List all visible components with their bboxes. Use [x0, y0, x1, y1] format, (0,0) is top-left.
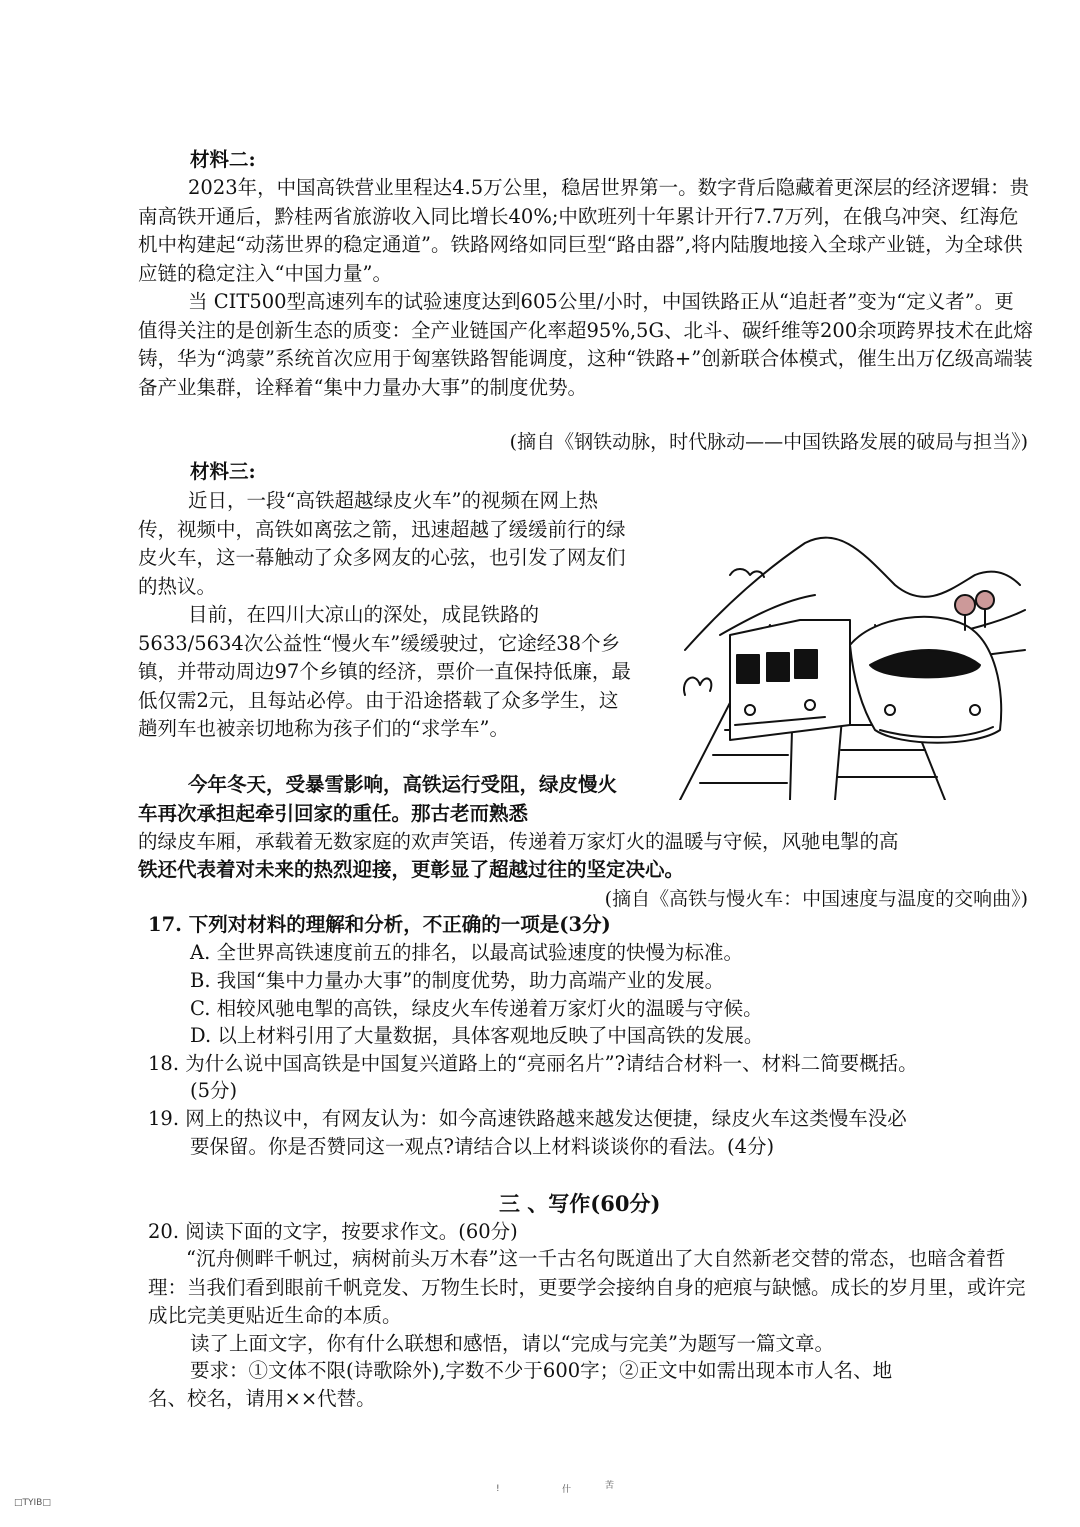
q17-option-d: D. 以上材料引用了大量数据，具体客观地反映了中国高铁的发展。: [190, 1024, 764, 1047]
material2-para1: 2023年，中国高铁营业里程达4.5万公里，稳居世界第一。数字背后隐藏着更深层的经济逻辑：贵南高铁开通后，黔桂两省旅游收入同比增长40%;中欧班列十年累计开行7.7万列，在俄乌冲突、红海危机中构建起“动荡世界的稳定通道”。铁路网络如同巨型“路由器”,将内陆腹地接入全球产业链，为全球供应链的稳定注入“中国力量”。: [138, 176, 1030, 285]
train-illustration: [675, 515, 1030, 800]
q17-option-a: A. 全世界高铁速度前五的排名，以最高试验速度的快慢为标准。: [190, 941, 743, 964]
material2-para2: 当 CIT500型高速列车的试验速度达到605公里/小时，中国铁路正从“追赶者”变为“定义者”。更值得关注的是创新生态的质变：全产业链国产化率超95%,5G、北斗、碳纤维等200余项跨界技术在此熔铸，华为“鸿蒙”系统首次应用于匈塞铁路智能调度，这种“铁路+”创新联合体模式，催生出万亿级高端装备产业集群，诠释着“集中力量办大事”的制度优势。: [138, 290, 1033, 399]
material3-para1: 近日，一段“高铁超越绿皮火车”的视频在网上热传，视频中，高铁如离弦之箭，迅速超越了缓缓前行的绿皮火车，这一幕触动了众多网友的心弦，也引发了网友们的热议。: [138, 489, 626, 598]
writing-prompt-para2: 读了上面文字，你有什么联想和感悟，请以“完成与完美”为题写一篇文章。: [190, 1332, 834, 1355]
material2-source: (摘自《钢铁动脉，时代脉动——中国铁路发展的破局与担当》): [509, 431, 1028, 453]
material3-para3-plain: 的绿皮车厢，承载着无数家庭的欢声笑语，传递着万家灯火的温暖与守候，风驰电掣的高: [138, 830, 899, 853]
material3-heading: 材料三:: [190, 460, 256, 483]
writing-requirements-line2: 名、校名，请用××代替。: [148, 1387, 376, 1410]
q17-option-b: B. 我国“集中力量办大事”的制度优势，助力高端产业的发展。: [190, 969, 725, 992]
material3-para3-bold-a: 今年冬天，受暴雪影响，高铁运行受阻，绿皮慢火车再次承担起牵引回家的重任。那古老而熟悉: [138, 773, 618, 825]
material2-heading: 材料二:: [190, 148, 256, 171]
q17-option-c: C. 相较风驰电掣的高铁，绿皮火车传递着万家灯火的温暖与守候。: [190, 997, 763, 1020]
q18-line2: (5分): [190, 1079, 238, 1102]
q18-line1: 18. 为什么说中国高铁是中国复兴道路上的“亮丽名片”?请结合材料一、材料二简要概括。: [148, 1052, 918, 1075]
footer-mark-2: 什: [562, 1485, 572, 1495]
material3-para3-bold-b: 铁还代表着对未来的热烈迎接，更彰显了超越过往的坚定决心。: [138, 858, 685, 881]
q19-line2: 要保留。你是否赞同这一观点?请结合以上材料谈谈你的看法。(4分): [190, 1135, 775, 1158]
footer-mark-1: !: [496, 1484, 500, 1494]
writing-section-title: 三 、写作(60分): [499, 1191, 661, 1216]
q20-stem: 20. 阅读下面的文字，按要求作文。(60分): [148, 1220, 518, 1243]
writing-requirements-line1: 要求：①文体不限(诗歌除外),字数不少于600字；②正文中如需出现本市人名、地: [190, 1359, 893, 1382]
q17-stem: 17. 下列对材料的理解和分析，不正确的一项是(3分): [148, 913, 611, 936]
footer-left-mark: □TYIB□: [14, 1498, 51, 1508]
material3-para2: 目前，在四川大凉山的深处，成昆铁路的5633/5634次公益性“慢火车”缓缓驶过，它途经38个乡镇，并带动周边97个乡镇的经济，票价一直保持低廉，最低仅需2元，且每站必停。由于沿途搭载了众多学生，这趟列车也被亲切地称为孩子们的“求学车”。: [138, 603, 631, 740]
q19-line1: 19. 网上的热议中，有网友认为：如今高速铁路越来越发达便捷，绿皮火车这类慢车没必: [148, 1107, 907, 1130]
footer-mark-3: 苦: [605, 1481, 615, 1491]
material3-source: (摘自《高铁与慢火车：中国速度与温度的交响曲》): [604, 888, 1028, 910]
writing-prompt-para1: “沉舟侧畔千帆过，病树前头万木春”这一千古名句既道出了大自然新老交替的常态，也暗含着哲理：当我们看到眼前千帆竞发、万物生长时，更要学会接纳自身的疤痕与缺憾。成长的岁月里，或许完成比完美更贴近生命的本质。: [148, 1247, 1026, 1327]
